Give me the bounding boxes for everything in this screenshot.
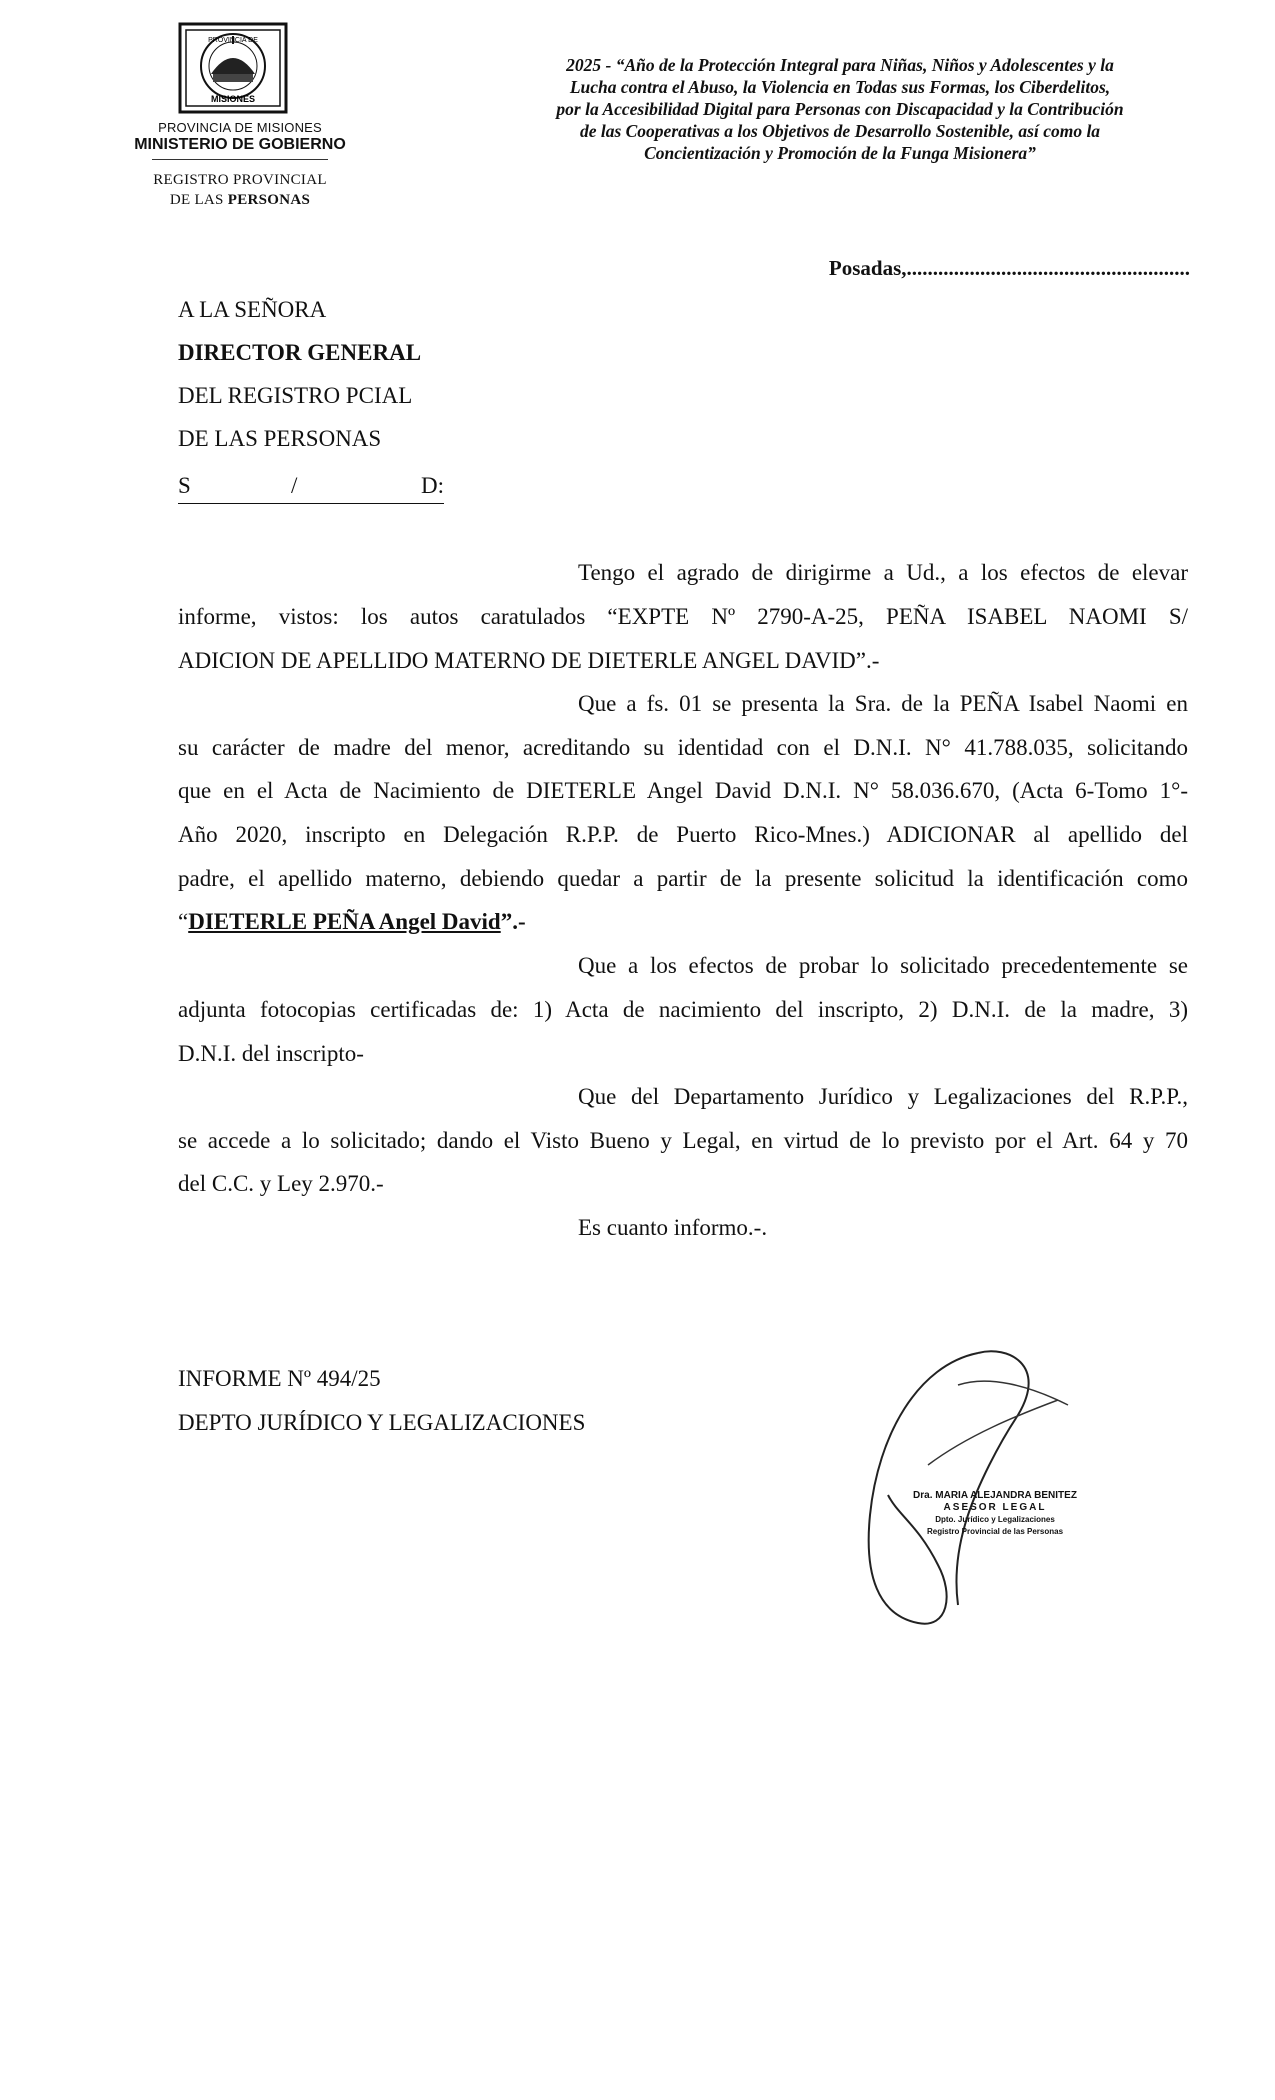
- addressee-line-4: DE LAS PERSONAS: [178, 426, 382, 451]
- stamp-name: Dra. MARIA ALEJANDRA BENITEZ: [913, 1490, 1077, 1501]
- motto-line: por la Accesibilidad Digital para Personas con Discapacidad y la Contribución: [556, 99, 1124, 119]
- registry-line-2: DE LAS PERSONAS: [169, 192, 311, 208]
- department-name: DEPTO JURÍDICO Y LEGALIZACIONES: [178, 1410, 586, 1435]
- body-line: Que del Departamento Jurídico y Legalizaciones del R.P.P.,: [578, 1084, 1188, 1109]
- body-line: informe, vistos: los autos caratulados “EXPTE Nº 2790-A-25, PEÑA ISABEL NAOMI S/: [178, 604, 1188, 629]
- body-line: padre, el apellido materno, debiendo quedar a partir de la presente solicitud la identificación como: [178, 866, 1188, 891]
- report-number: INFORME Nº 494/25: [178, 1366, 381, 1391]
- place-date: Posadas,......................................................: [828, 256, 1190, 280]
- motto-line: Lucha contra el Abuso, la Violencia en Todas sus Formas, los Ciberdelitos,: [569, 77, 1111, 97]
- motto-line: Concientización y Promoción de la Funga Misionera”: [644, 143, 1036, 163]
- header-divider: [152, 159, 328, 160]
- body-line: su carácter de madre del menor, acreditando su identidad con el D.N.I. N° 41.788.035, solicitando: [178, 735, 1188, 760]
- province-name: PROVINCIA DE MISIONES: [158, 120, 322, 135]
- body-line: del C.C. y Ley 2.970.-: [178, 1171, 384, 1196]
- body-line: Que a fs. 01 se presenta la Sra. de la PEÑA Isabel Naomi en: [578, 691, 1188, 716]
- sd-slash: /: [291, 473, 298, 498]
- body-line: adjunta fotocopias certificadas de: 1) Acta de nacimiento del inscripto, 2) D.N.I. de la madre, 3): [178, 997, 1188, 1022]
- year-motto: [480, 54, 1200, 164]
- body-line: D.N.I. del inscripto-: [178, 1041, 364, 1066]
- identification-line: “DIETERLE PEÑA Angel David”.-: [178, 909, 526, 934]
- body-line: Año 2020, inscripto en Delegación R.P.P. de Puerto Rico-Mnes.) ADICIONAR al apellido del: [178, 822, 1188, 847]
- new-full-name: DIETERLE PEÑA Angel David: [188, 909, 501, 934]
- seal-text-bottom: MISIONES: [210, 94, 256, 104]
- body-line: que en el Acta de Nacimiento de DIETERLE Angel David D.N.I. N° 58.036.670, (Acta 6-Tomo 1°-: [178, 778, 1188, 803]
- addressee-line-3: DEL REGISTRO PCIAL: [178, 383, 413, 408]
- closing-line: Es cuanto informo.-.: [578, 1215, 768, 1240]
- registry-line-1: REGISTRO PROVINCIAL: [153, 172, 327, 188]
- stamp-org: Registro Provincial de las Personas: [926, 1527, 1064, 1536]
- signature-stamp: [900, 1490, 1090, 1538]
- body-line: Tengo el agrado de dirigirme a Ud., a los efectos de elevar: [578, 560, 1188, 585]
- stamp-dept: Dpto. Jurídico y Legalizaciones: [935, 1515, 1055, 1524]
- addressee-title: DIRECTOR GENERAL: [178, 340, 422, 365]
- sd-abbreviation: [178, 473, 444, 504]
- body-line: ADICION DE APELLIDO MATERNO DE DIETERLE ANGEL DAVID”.-: [178, 648, 880, 673]
- body-line: Que a los efectos de probar lo solicitado precedentemente se: [578, 953, 1188, 978]
- sd-s: S: [178, 473, 191, 498]
- province-seal-logo: [178, 22, 288, 114]
- stamp-role: ASESOR LEGAL: [943, 1502, 1047, 1513]
- sd-d: D:: [421, 473, 444, 498]
- motto-line: 2025 - “Año de la Protección Integral para Niñas, Niños y Adolescentes y la: [566, 55, 1114, 75]
- motto-line: de las Cooperativas a los Objetivos de Desarrollo Sostenible, así como la: [579, 121, 1101, 141]
- body-line: se accede a lo solicitado; dando el Visto Bueno y Legal, en virtud de lo previsto por el Art. 64 y 70: [178, 1128, 1188, 1153]
- ministry-name: MINISTERIO DE GOBIERNO: [134, 136, 346, 153]
- seal-text-top: PROVINCIA DE: [208, 37, 258, 44]
- addressee-line-1: A LA SEÑORA: [178, 297, 327, 322]
